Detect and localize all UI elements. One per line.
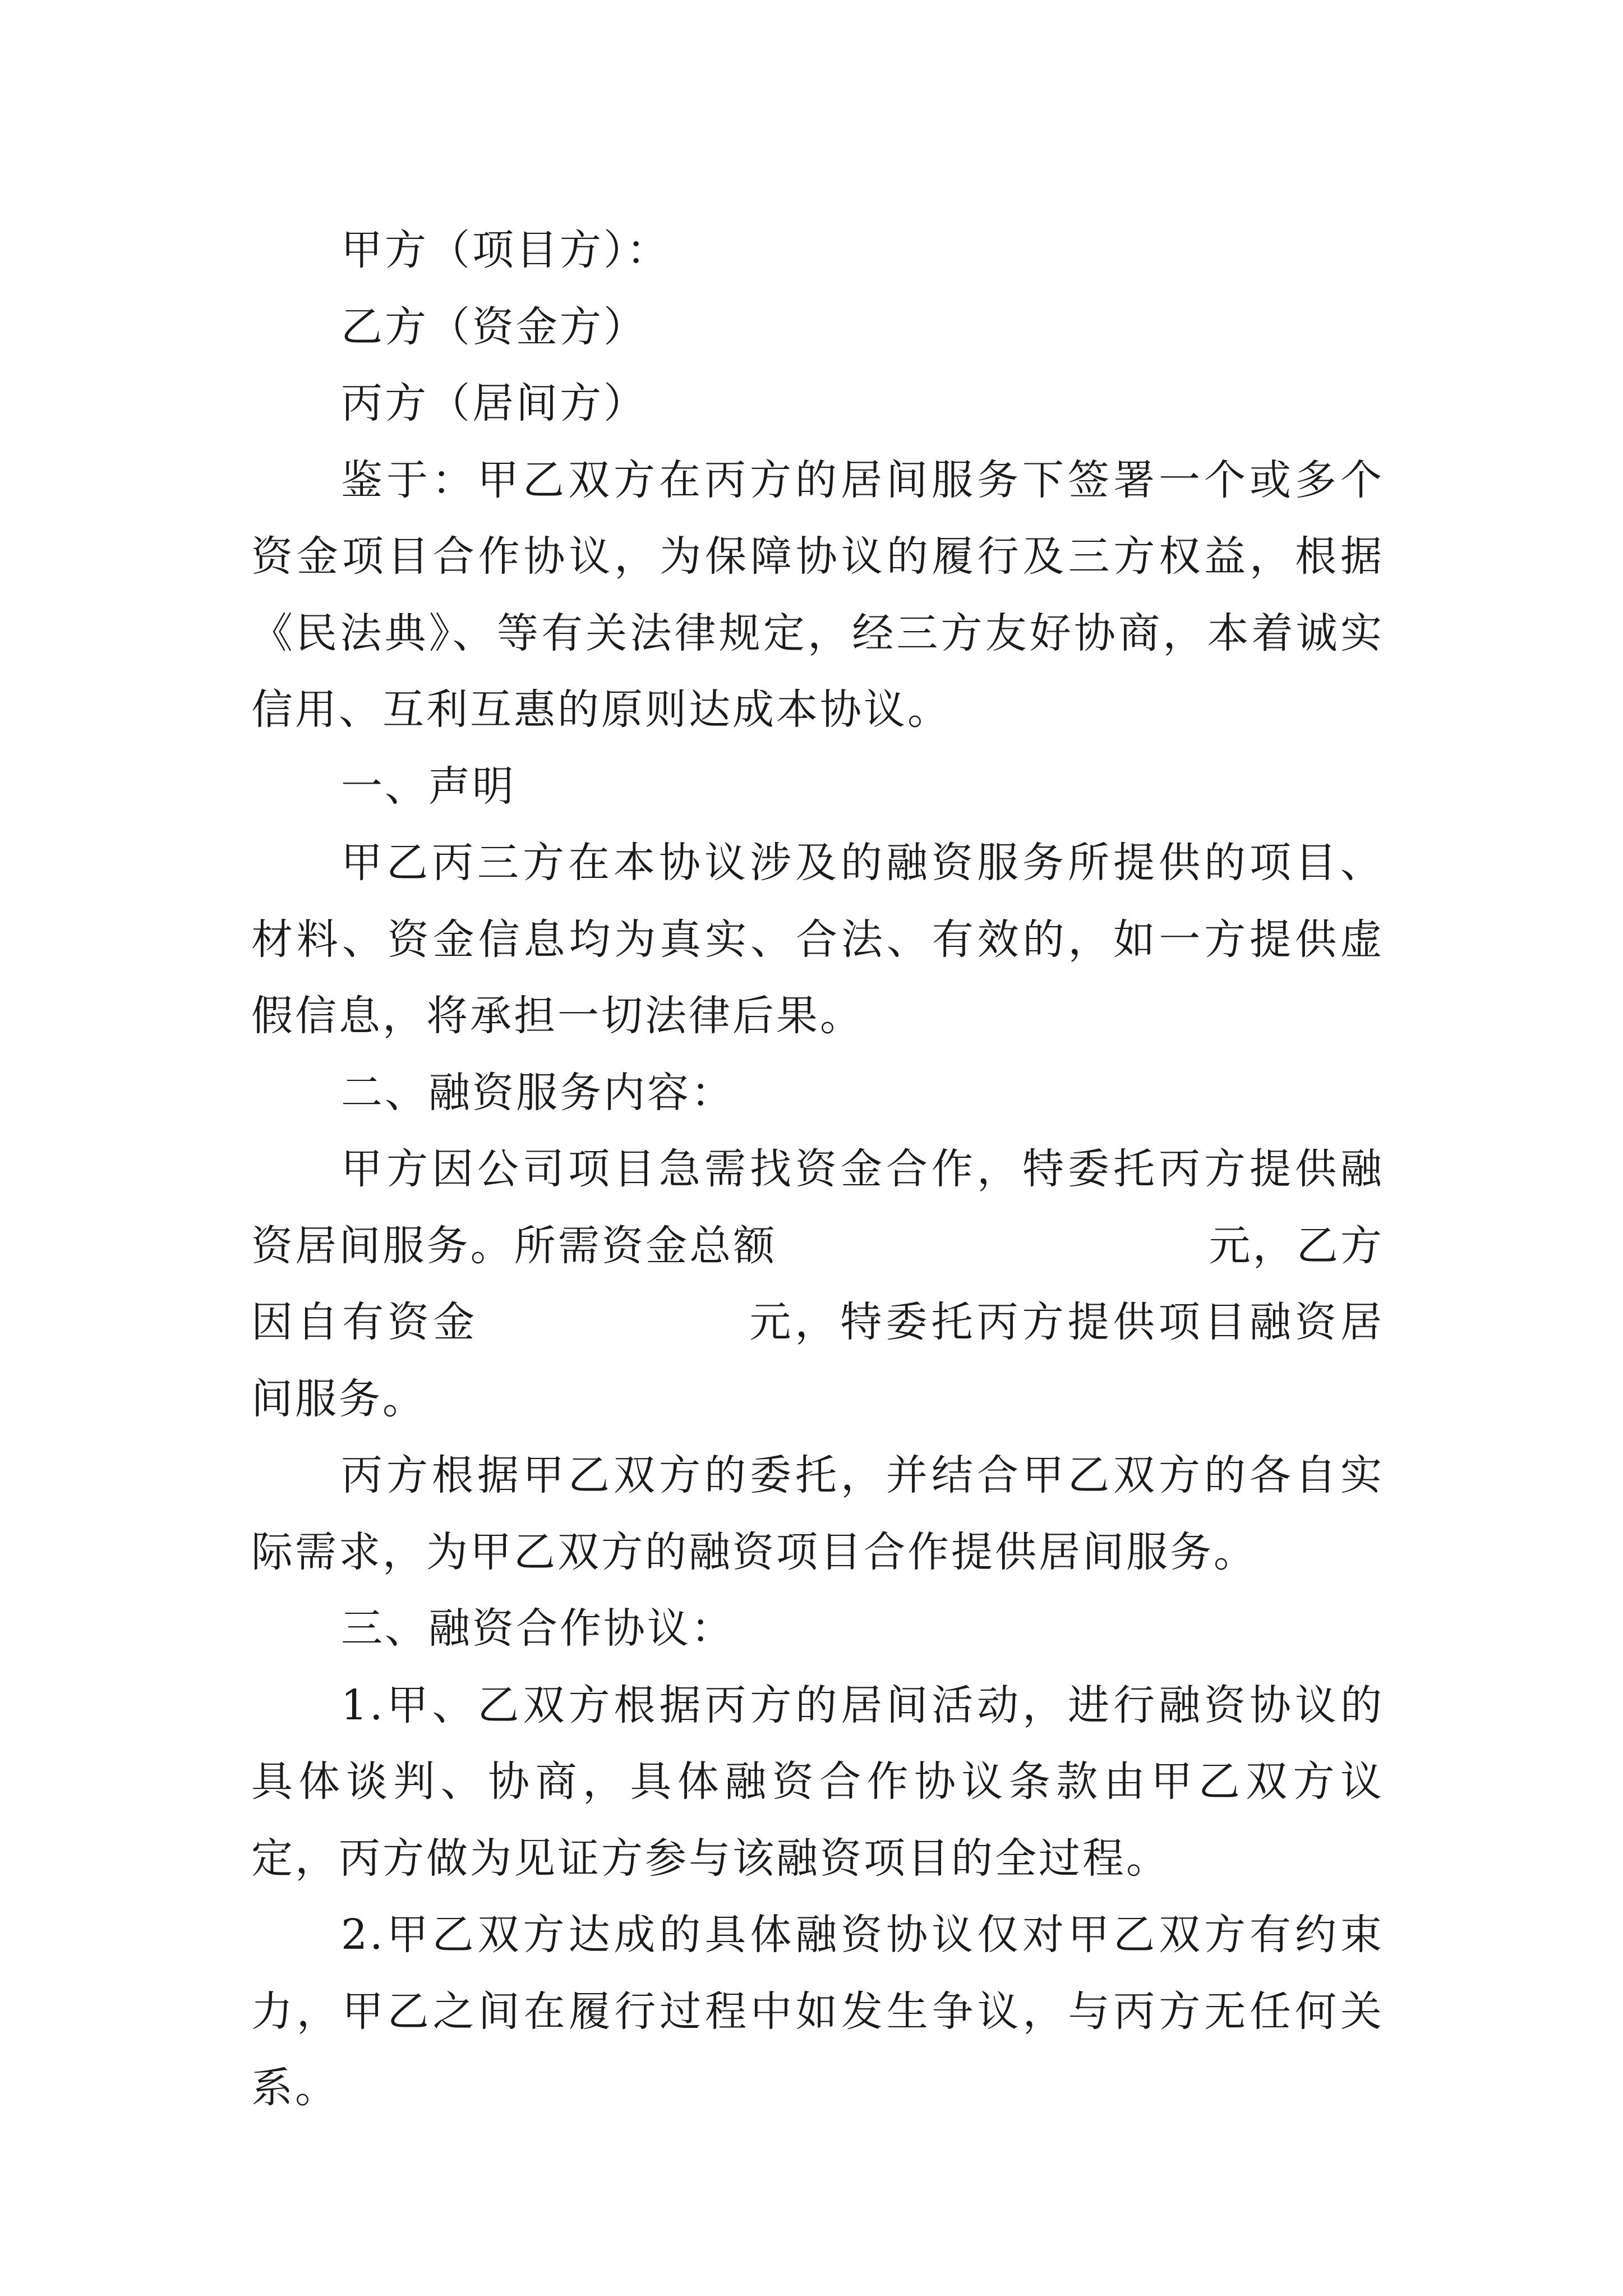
section3-item-2: 2.甲乙双方达成的具体融资协议仅对甲乙双方有约束力，甲乙之间在履行过程中如发生争议，与丙方无任何关系。 xyxy=(251,1911,1384,2112)
section1-body: 甲乙丙三方在本协议涉及的融资服务所提供的项目、材料、资金信息均为真实、合法、有效的，如一方提供虚假信息，将承担一切法律后果。 xyxy=(251,839,1384,1040)
agreement-page xyxy=(251,212,1384,2127)
section1-heading: 一、声明 xyxy=(341,762,516,811)
section2-text-part2: 元，乙方因自有资金 xyxy=(251,1221,1384,1346)
preamble-paragraph: 鉴于：甲乙双方在丙方的居间服务下签署一个或多个资金项目合作协议，为保障协议的履行及三方权益，根据《民法典》、等有关法律规定，经三方友好协商，本着诚实信用、互利互惠的原则达成本协议。 xyxy=(251,455,1384,734)
section3-item-1: 1.甲、乙双方根据丙方的居间活动，进行融资协议的具体谈判、协商，具体融资合作协议条款由甲乙双方议定，丙方做为见证方参与该融资项目的全过程。 xyxy=(251,1681,1384,1883)
section2-heading: 二、融资服务内容： xyxy=(341,1068,735,1117)
section3-heading: 三、融资合作协议： xyxy=(341,1604,735,1653)
section2-paragraph-1 xyxy=(251,1131,1384,1437)
section2-text-part3: 元，特委托丙方提供项目融资居间服务。 xyxy=(251,1298,1385,1423)
party-a-line: 甲方（项目方）： xyxy=(341,226,670,274)
section2-paragraph-2: 丙方根据甲乙双方的委托，并结合甲乙双方的各自实际需求，为甲乙双方的融资项目合作提供居间服务。 xyxy=(251,1451,1384,1576)
party-c-line: 丙方（居间方） xyxy=(341,379,647,427)
section2-text-part1: 甲方因公司项目急需找资金合作，特委托丙方提供融资居间服务。所需资金总额 xyxy=(251,1145,1384,1270)
party-b-line: 乙方（资金方） xyxy=(341,302,647,351)
